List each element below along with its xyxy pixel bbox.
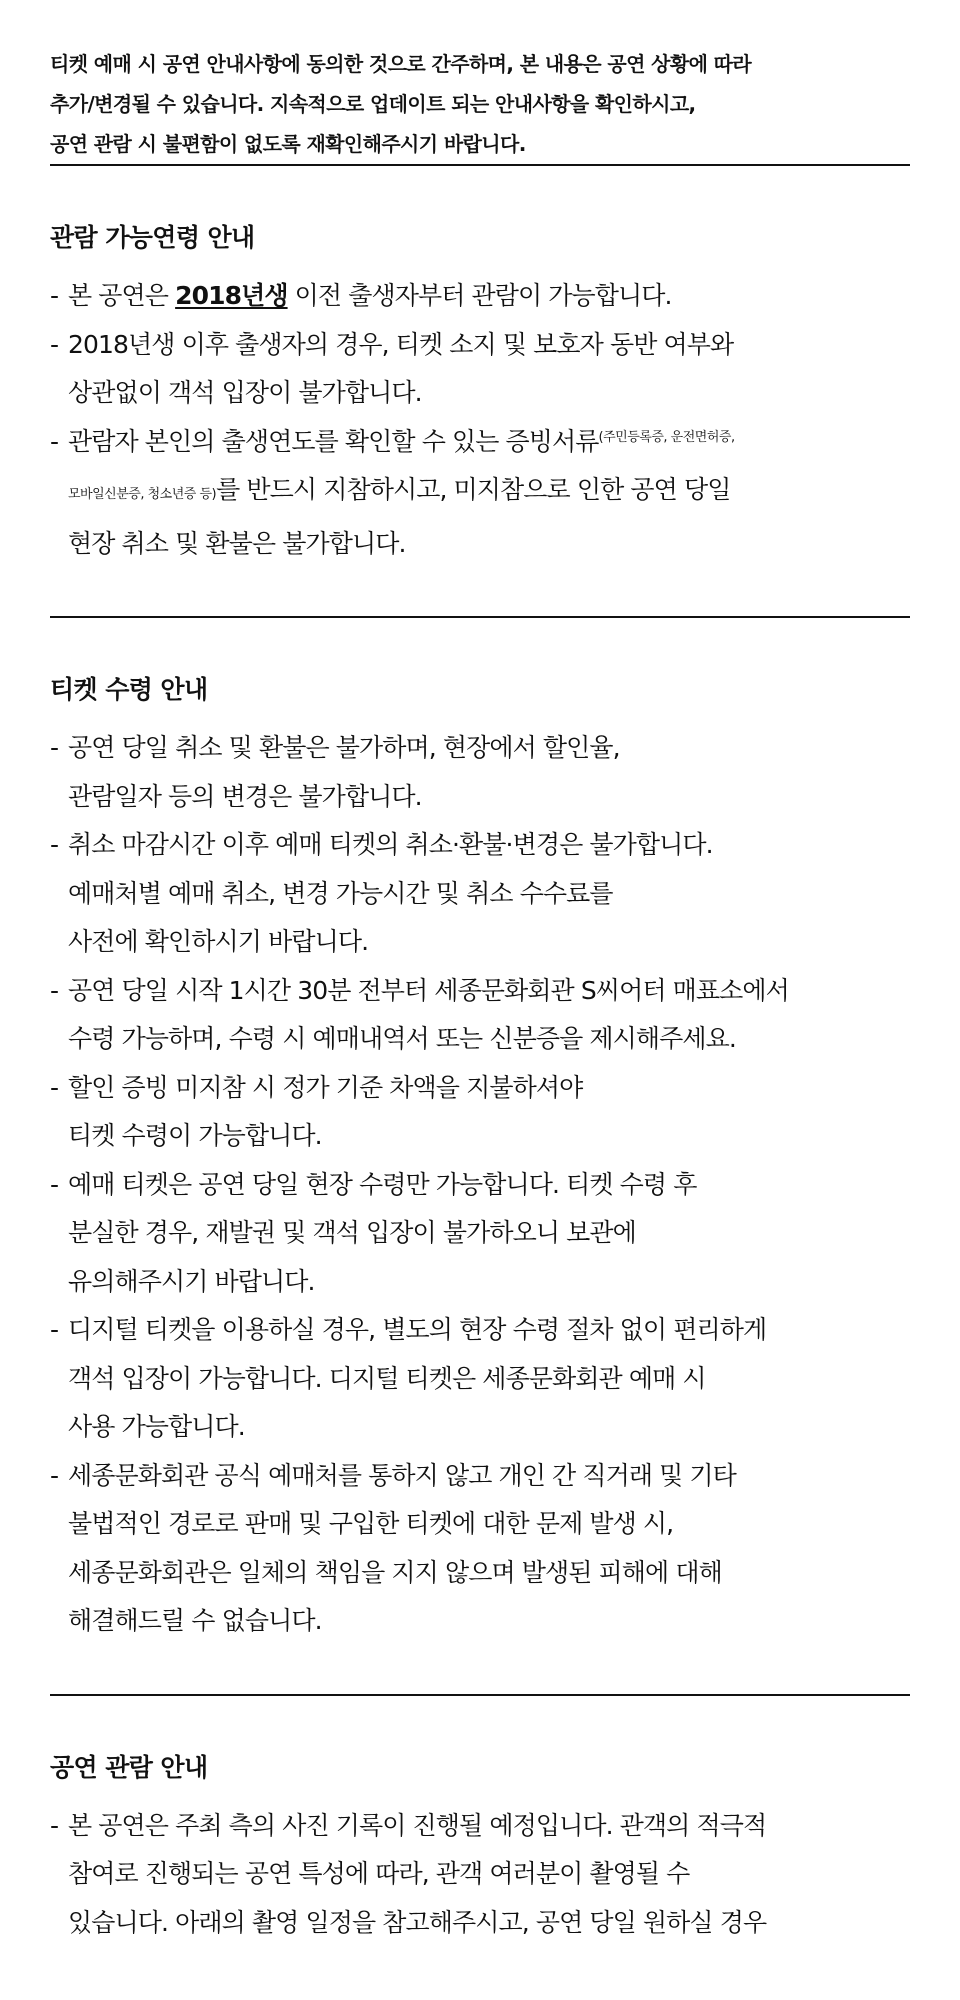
- list-line: 유의해주시기 바랍니다.: [68, 1266, 315, 1296]
- list-line: 있습니다. 아래의 촬영 일정을 참고해주시고, 공연 당일 원하실 경우: [68, 1907, 767, 1937]
- list-line: 수령 가능하며, 수령 시 예매내역서 또는 신분증을 제시해주세요.: [68, 1024, 736, 1053]
- list-line: - 공연 당일 시작 1시간 30분 전부터 세종문화회관 S씨어터 매표소에서: [68, 975, 789, 1005]
- viewing-section-title: 공연 관람 안내: [50, 1752, 208, 1782]
- list-item: [50, 724, 910, 821]
- list-item: [50, 272, 910, 321]
- list-line: - 할인 증빙 미지참 시 정가 기준 차액을 지불하셔야: [68, 1072, 583, 1102]
- id-document-note: (주민등록증, 운전면허증,: [598, 429, 735, 445]
- viewing-notice-list: [50, 1802, 910, 1948]
- list-line: 해결해드릴 수 없습니다.: [68, 1606, 322, 1635]
- list-line: 사전에 확인하시기 바랍니다.: [68, 927, 369, 956]
- list-item: [50, 1306, 910, 1452]
- list-item: [50, 1161, 910, 1307]
- intro-notice: [50, 0, 910, 164]
- list-item: [50, 418, 910, 569]
- list-line: 현장 취소 및 환불은 불가합니다.: [68, 528, 406, 558]
- list-item: [50, 821, 910, 967]
- intro-line: 공연 관람 시 불편함이 없도록 재확인해주시기 바랍니다.: [50, 132, 526, 156]
- list-line: 분실한 경우, 재발권 및 객석 입장이 불가하오니 보관에: [68, 1218, 636, 1247]
- list-line: 상관없이 객석 입장이 불가합니다.: [68, 378, 422, 407]
- age-notice-list: [50, 272, 910, 568]
- list-line: - 공연 당일 취소 및 환불은 불가하며, 현장에서 할인율,: [68, 733, 620, 762]
- list-line: 참여로 진행되는 공연 특성에 따라, 관객 여러분이 촬영될 수: [68, 1859, 690, 1888]
- section-divider: [50, 164, 910, 166]
- list-line: - 예매 티켓은 공연 당일 현장 수령만 가능합니다. 티켓 수령 후: [68, 1169, 697, 1199]
- list-line: [68, 466, 910, 520]
- list-item: [50, 967, 910, 1064]
- list-line: 세종문화회관은 일체의 책임을 지지 않으며 발생된 피해에 대해: [68, 1557, 722, 1587]
- age-text: 관람자 본인의 출생연도를 확인할 수 있는 증빙서류: [68, 426, 599, 456]
- ticket-notice-list: [50, 724, 910, 1646]
- list-line: [68, 272, 910, 321]
- list-line: - 2018년생 이후 출생자의 경우, 티켓 소지 및 보호자 동반 여부와: [68, 329, 734, 359]
- list-line: 사용 가능합니다.: [68, 1412, 245, 1441]
- list-line: 불법적인 경로로 판매 및 구입한 티켓에 대한 문제 발생 시,: [68, 1509, 674, 1538]
- list-line: - 취소 마감시간 이후 예매 티켓의 취소·환불·변경은 불가합니다.: [68, 830, 713, 859]
- list-line: - 세종문화회관 공식 예매처를 통하지 않고 개인 간 직거래 및 기타: [68, 1460, 736, 1490]
- ticket-section-title: 티켓 수령 안내: [50, 675, 208, 704]
- age-text: 이전 출생자부터 관람이 가능합니다.: [287, 281, 672, 310]
- age-text: 를 반드시 지참하시고, 미지참으로 인한 공연 당일: [216, 475, 731, 504]
- list-item: [50, 1064, 910, 1161]
- section-divider: [50, 616, 910, 618]
- id-document-note: 모바일신분증, 청소년증 등): [68, 487, 217, 502]
- list-item: [50, 321, 910, 418]
- section-divider: [50, 1694, 910, 1696]
- list-item: [50, 1802, 910, 1948]
- age-section-title: 관람 가능연령 안내: [50, 223, 255, 252]
- list-line: 관람일자 등의 변경은 불가합니다.: [68, 781, 422, 811]
- intro-line: 추가/변경될 수 있습니다. 지속적으로 업데이트 되는 안내사항을 확인하시고,: [50, 92, 696, 116]
- list-line: 예매처별 예매 취소, 변경 가능시간 및 취소 수수료를: [68, 878, 613, 908]
- list-line: 객석 입장이 가능합니다. 디지털 티켓은 세종문화회관 예매 시: [68, 1363, 706, 1393]
- list-line: - 디지털 티켓을 이용하실 경우, 별도의 현장 수령 절차 없이 편리하게: [68, 1315, 767, 1344]
- list-line: 티켓 수령이 가능합니다.: [68, 1121, 322, 1150]
- list-line: - 본 공연은 주최 측의 사진 기록이 진행될 예정입니다. 관객의 적극적: [68, 1810, 767, 1840]
- list-item: [50, 1452, 910, 1646]
- intro-line: 티켓 예매 시 공연 안내사항에 동의한 것으로 간주하며, 본 내용은 공연 상황에 따라: [50, 52, 752, 76]
- list-line: [68, 418, 910, 467]
- birth-year-highlight: 2018년생: [175, 281, 288, 310]
- age-text: 본 공연은: [68, 281, 176, 310]
